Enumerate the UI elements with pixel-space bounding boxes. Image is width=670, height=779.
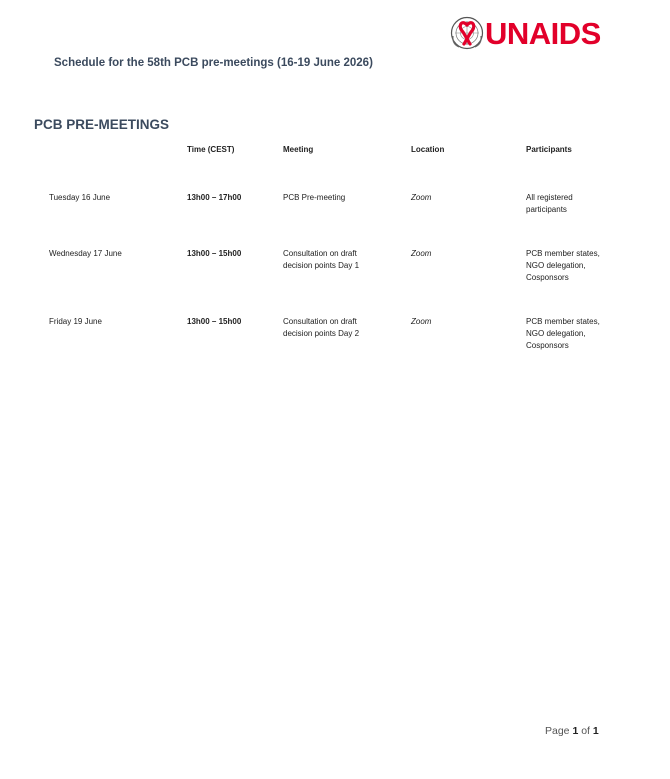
- row-meeting-line: decision points Day 1: [283, 261, 360, 270]
- row-participants-line: NGO delegation,: [526, 261, 586, 270]
- row-time: 13h00 – 15h00: [187, 317, 242, 326]
- row-day: Friday 19 June: [49, 317, 102, 326]
- header-meeting: Meeting: [283, 145, 314, 154]
- row-participants-line: participants: [526, 205, 567, 214]
- row-location: Zoom: [411, 193, 432, 202]
- row-location: Zoom: [411, 249, 432, 258]
- row-meeting-line: decision points Day 2: [283, 329, 360, 338]
- row-meeting: [283, 192, 403, 204]
- row-day: Wednesday 17 June: [49, 249, 122, 258]
- row-location: Zoom: [411, 317, 432, 326]
- section-heading: PCB PRE-MEETINGS: [34, 117, 170, 132]
- row-meeting-line: Consultation on draft: [283, 317, 357, 326]
- page-number: [545, 725, 599, 737]
- row-participants-line: NGO delegation,: [526, 329, 586, 338]
- row-time: 13h00 – 15h00: [187, 249, 242, 258]
- row-participants-line: PCB member states,: [526, 249, 600, 258]
- row-meeting-line: Consultation on draft: [283, 249, 357, 258]
- row-participants-line: Cosponsors: [526, 273, 569, 282]
- page-label: Page: [545, 725, 570, 737]
- row-meeting: [283, 248, 403, 272]
- row-participants: [526, 192, 626, 216]
- unaids-logo: [450, 16, 601, 50]
- un-emblem-red-ribbon-icon: [450, 16, 484, 50]
- row-participants-line: All registered: [526, 193, 573, 202]
- row-meeting-line: PCB Pre-meeting: [283, 193, 346, 202]
- header-time: Time (CEST): [187, 145, 235, 154]
- row-meeting: [283, 316, 403, 340]
- row-participants: [526, 316, 626, 352]
- header-location: Location: [411, 145, 445, 154]
- page-total: 1: [592, 725, 599, 737]
- page-of-label: of: [581, 725, 590, 737]
- logo-wordmark: UNAIDS: [485, 15, 601, 51]
- row-participants-line: Cosponsors: [526, 341, 569, 350]
- row-time: 13h00 – 17h00: [187, 193, 242, 202]
- page-current: 1: [572, 725, 579, 737]
- header-participants: Participants: [526, 145, 572, 154]
- document-title: Schedule for the 58th PCB pre-meetings (16-19 June 2026): [54, 57, 373, 69]
- row-participants: [526, 248, 626, 284]
- row-day: Tuesday 16 June: [49, 193, 111, 202]
- row-participants-line: PCB member states,: [526, 317, 600, 326]
